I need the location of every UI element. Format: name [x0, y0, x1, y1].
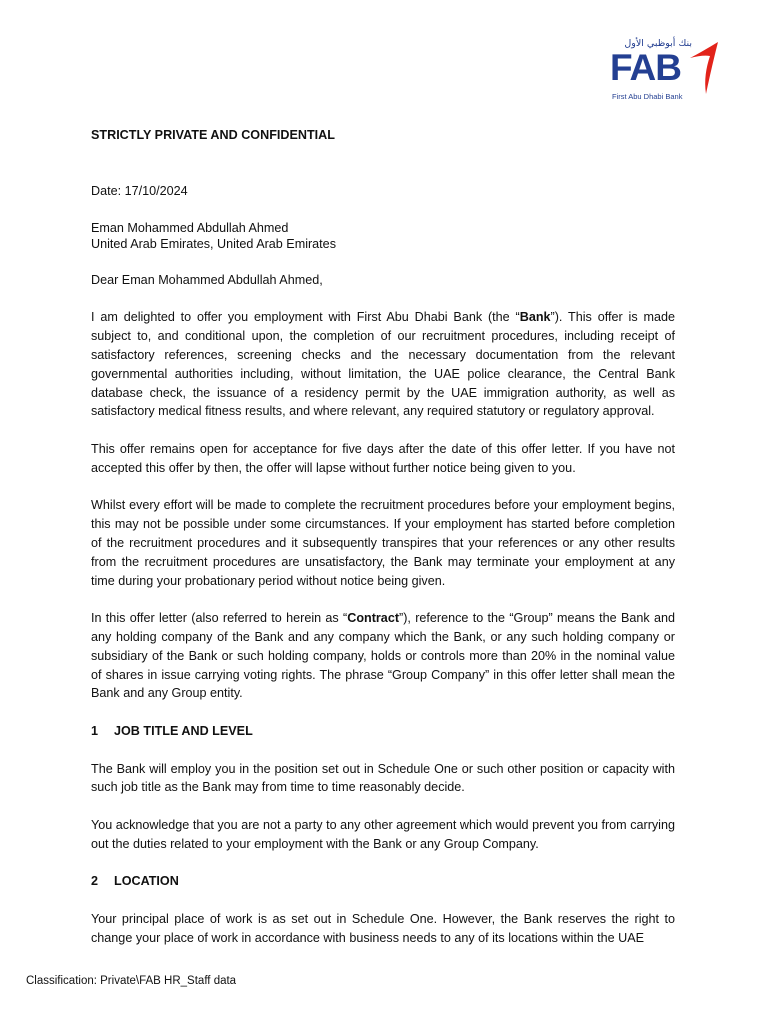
- classification-footer: Classification: Private\FAB HR_Staff data: [26, 975, 237, 987]
- fab-logo: [610, 38, 722, 104]
- addressee-name: Eman Mohammed Abdullah Ahmed: [91, 220, 289, 235]
- addressee-location: United Arab Emirates, United Arab Emirates: [91, 236, 336, 251]
- confidential-heading: STRICTLY PRIVATE AND CONFIDENTIAL: [91, 128, 335, 142]
- logo-subtitle: First Abu Dhabi Bank: [612, 92, 683, 101]
- logo-arabic-text: بنك أبوظبي الأول: [624, 38, 692, 49]
- salutation: Dear Eman Mohammed Abdullah Ahmed,: [91, 272, 323, 287]
- letter-body: [91, 126, 675, 947]
- letter-date: Date: 17/10/2024: [91, 184, 188, 199]
- paragraph-procedures: Whilst every effort will be made to complete the recruitment procedures before your employment begins, this may not be possible under some circumstances. If your employment has started before completion of the recruitment procedures and it subsequently transpires that your references or any other results from the recruitment procedures are unsatisfactory, the Bank may terminate your employment at any time during your probationary period without notice being given.: [91, 498, 675, 588]
- paragraph-offer: I am delighted to offer you employment with First Abu Dhabi Bank (the “Bank”). This offer is made subject to, and conditional upon, the completion of our recruitment procedures, including receipt of satisfactory references, screening checks and the necessary documentation from the relevant governmental authorities including, without limitation, the UAE police clearance, the Central Bank database check, the issuance of a residency permit by the UAE immigration authority, as well as satisfactory medical fitness results, and where relevant, any required statutory or regulatory approval.: [91, 310, 675, 419]
- section-1-paragraph-2: You acknowledge that you are not a party to any other agreement which would prevent you from carrying out the duties related to your employment with the Bank or any Group Company.: [91, 817, 675, 851]
- section-1-paragraph-1: The Bank will employ you in the position set out in Schedule One or such other position or capacity with such job title as the Bank may from time to time reasonably decide.: [91, 761, 675, 795]
- logo-wordmark: FAB: [610, 47, 681, 88]
- paragraph-acceptance: This offer remains open for acceptance for five days after the date of this offer letter. If you have not accepted this offer by then, the offer will lapse without further notice being given to you.: [91, 441, 675, 475]
- section-1-heading: 1 JOB TITLE AND LEVEL: [91, 723, 253, 738]
- section-2-heading: 2 LOCATION: [91, 874, 179, 889]
- section-2-paragraph-1: Your principal place of work is as set out in Schedule One. However, the Bank reserves the right to change your place of work in accordance with business needs to any of its locations within the UAE: [91, 911, 675, 945]
- logo-swoosh-icon: [688, 40, 722, 96]
- paragraph-definitions: In this offer letter (also referred to herein as “Contract”), reference to the “Group” means the Bank and any holding company of the Bank and any company which the Bank, or any such holding company or subsidiary of the Bank or such holding company, holds or controls more than 20% in the nominal value of shares in issue carrying voting rights. The phrase “Group Company” in this offer letter shall mean the Bank and any Group entity.: [91, 611, 675, 701]
